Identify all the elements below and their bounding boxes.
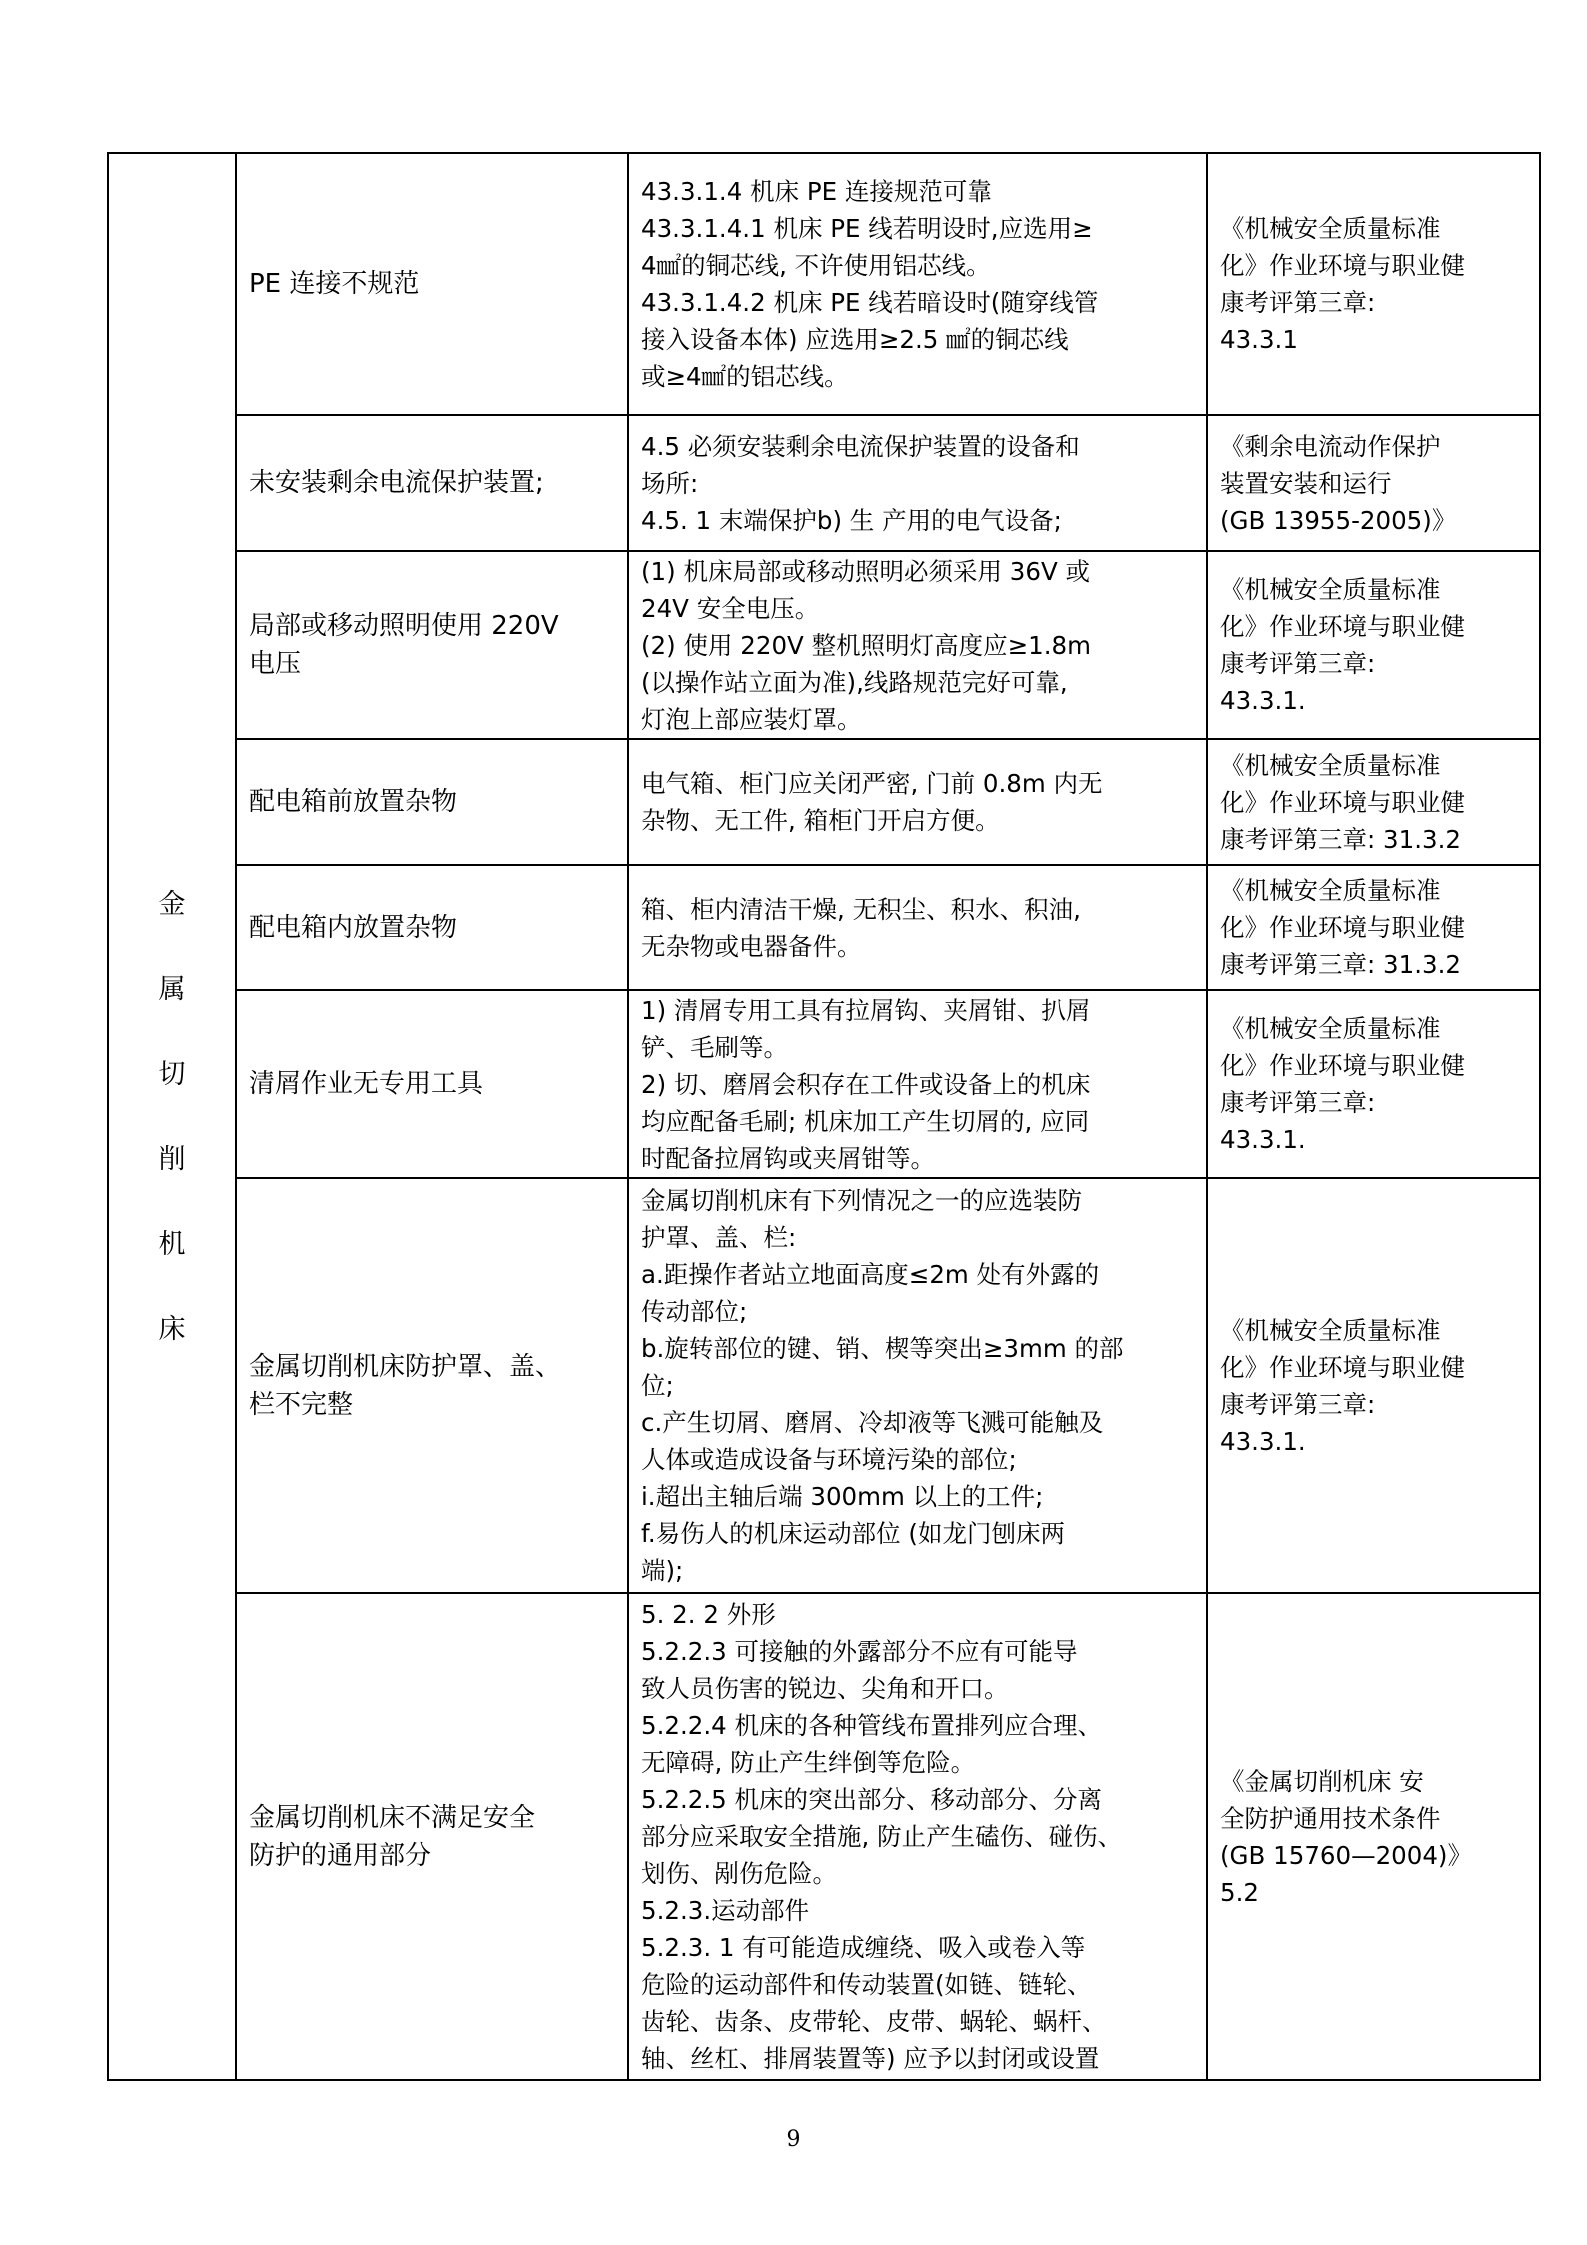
- requirement-line: 4.5. 1 末端保护b) 生 产用的电气设备;: [641, 505, 1062, 535]
- requirement-cell: [628, 415, 1207, 551]
- requirement-line: 24V 安全电压。: [641, 593, 820, 623]
- requirement-cell: [628, 551, 1207, 739]
- issue-cell: [236, 865, 628, 990]
- requirement-line: 杂物、无工件, 箱柜门开启方便。: [641, 806, 1000, 835]
- table-row: [108, 551, 1540, 739]
- issue-text: 局部或移动照明使用 220V: [249, 611, 559, 641]
- requirement-line: 部分应采取安全措施, 防止产生磕伤、碰伤、: [641, 1822, 1123, 1851]
- category-char: 床: [158, 1313, 186, 1345]
- inspection-table: [107, 152, 1541, 2081]
- issue-cell: [236, 153, 628, 415]
- issue-text: 配电箱前放置杂物: [249, 787, 458, 817]
- issue-cell: [236, 739, 628, 865]
- issue-text: 金属切削机床防护罩、盖、: [249, 1351, 562, 1382]
- reference-cell: [1207, 1178, 1540, 1593]
- category-char: 属: [158, 973, 186, 1005]
- requirement-line: 4㎟的铜芯线, 不许使用铝芯线。: [641, 251, 991, 280]
- reference-line: 化》作业环境与职业健: [1220, 913, 1465, 942]
- reference-line: 《机械安全质量标准: [1220, 575, 1441, 604]
- table-row: [108, 1593, 1540, 2080]
- reference-line: 43.3.1: [1220, 325, 1298, 354]
- issue-cell: [236, 551, 628, 739]
- table-row: [108, 415, 1540, 551]
- requirement-line: 金属切削机床有下列情况之一的应选装防: [641, 1186, 1082, 1215]
- category-char: 切: [158, 1058, 186, 1090]
- requirement-line: (以操作站立面为准),线路规范完好可靠,: [641, 667, 1068, 697]
- reference-line: 康考评第三章:: [1220, 649, 1376, 678]
- reference-line: 5.2: [1220, 1877, 1259, 1907]
- issue-text: PE 连接不规范: [249, 269, 420, 299]
- page-number: 9: [786, 2127, 801, 2152]
- requirement-line: 无杂物或电器备件。: [641, 931, 862, 961]
- requirement-line: 电气箱、柜门应关闭严密, 门前 0.8m 内无: [641, 769, 1103, 798]
- requirement-line: i.超出主轴后端 300mm 以上的工件;: [641, 1482, 1044, 1511]
- reference-cell: [1207, 865, 1540, 990]
- table-row: [108, 990, 1540, 1178]
- requirement-line: 传动部位;: [641, 1297, 748, 1326]
- requirement-line: 护罩、盖、栏:: [641, 1223, 797, 1252]
- reference-line: 《机械安全质量标准: [1220, 750, 1441, 780]
- requirement-line: 4.5 必须安装剩余电流保护装置的设备和: [641, 431, 1080, 461]
- requirement-line: 5.2.3.运动部件: [641, 1896, 810, 1925]
- reference-line: 《剩余电流动作保护: [1220, 431, 1441, 461]
- table-row: [108, 739, 1540, 865]
- category-char: 金: [158, 888, 186, 920]
- requirement-line: 1) 清屑专用工具有拉屑钩、夹屑钳、扒屑: [641, 995, 1091, 1025]
- issue-text: 未安装剩余电流保护装置;: [249, 468, 544, 498]
- requirement-line: c.产生切屑、磨屑、冷却液等飞溅可能触及: [641, 1408, 1104, 1437]
- requirement-line: 场所:: [641, 468, 699, 498]
- requirement-line: 灯泡上部应装灯罩。: [641, 704, 862, 734]
- issue-cell: [236, 415, 628, 551]
- requirement-line: 时配备拉屑钩或夹屑钳等。: [641, 1143, 935, 1173]
- requirement-line: 箱、柜内清洁干燥, 无积尘、积水、积油,: [641, 894, 1081, 924]
- requirement-line: b.旋转部位的键、销、楔等突出≥3mm 的部: [641, 1334, 1124, 1363]
- requirement-cell: [628, 1178, 1207, 1593]
- requirement-line: 齿轮、齿条、皮带轮、皮带、蜗轮、蜗杆、: [641, 2007, 1107, 2036]
- table-row: [108, 1178, 1540, 1593]
- table-row: [108, 153, 1540, 415]
- reference-line: 化》作业环境与职业健: [1220, 1352, 1465, 1382]
- reference-line: 《机械安全质量标准: [1220, 1315, 1441, 1345]
- issue-text: 清屑作业无专用工具: [249, 1069, 484, 1099]
- issue-text: 配电箱内放置杂物: [249, 912, 458, 943]
- issue-text: 电压: [249, 649, 302, 679]
- requirement-cell: [628, 739, 1207, 865]
- requirement-cell: [628, 990, 1207, 1178]
- requirement-line: 43.3.1.4.2 机床 PE 线若暗设时(随穿线管: [641, 288, 1099, 317]
- requirement-line: 接入设备本体) 应选用≥2.5 ㎟的铜芯线: [641, 325, 1069, 354]
- reference-line: 康考评第三章:: [1220, 1088, 1376, 1117]
- requirement-cell: [628, 1593, 1207, 2080]
- reference-line: 《机械安全质量标准: [1220, 1014, 1441, 1043]
- requirement-line: 危险的运动部件和传动装置(如链、链轮、: [641, 1970, 1092, 1999]
- requirement-cell: [628, 865, 1207, 990]
- reference-line: 《金属切削机床 安: [1220, 1766, 1424, 1796]
- reference-line: 康考评第三章: 31.3.2: [1220, 824, 1461, 854]
- requirement-line: a.距操作者站立地面高度≤2m 处有外露的: [641, 1260, 1100, 1289]
- issue-cell: [236, 990, 628, 1178]
- category-cell: [108, 153, 236, 2080]
- issue-text: 金属切削机床不满足安全: [249, 1802, 536, 1833]
- reference-line: 化》作业环境与职业健: [1220, 1051, 1465, 1080]
- requirement-line: 均应配备毛刷; 机床加工产生切屑的, 应同: [641, 1106, 1090, 1136]
- reference-line: 康考评第三章:: [1220, 288, 1376, 317]
- reference-line: 《机械安全质量标准: [1220, 876, 1441, 905]
- category-char: 削: [158, 1143, 186, 1175]
- reference-cell: [1207, 415, 1540, 551]
- requirement-line: 位;: [641, 1371, 674, 1400]
- reference-cell: [1207, 1593, 1540, 2080]
- reference-line: 康考评第三章:: [1220, 1389, 1376, 1419]
- requirement-line: 或≥4㎟的铝芯线。: [641, 362, 849, 391]
- reference-line: (GB 13955-2005)》: [1220, 505, 1457, 535]
- reference-line: 《机械安全质量标准: [1220, 214, 1441, 243]
- requirement-line: 致人员伤害的锐边、尖角和开口。: [641, 1674, 1009, 1703]
- requirement-line: 5.2.2.3 可接触的外露部分不应有可能导: [641, 1637, 1078, 1666]
- requirement-line: 2) 切、磨屑会积存在工件或设备上的机床: [641, 1069, 1091, 1099]
- table-row: [108, 865, 1540, 990]
- requirement-line: 43.3.1.4.1 机床 PE 线若明设时,应选用≥: [641, 214, 1093, 243]
- requirement-cell: [628, 153, 1207, 415]
- reference-line: 康考评第三章: 31.3.2: [1220, 950, 1461, 979]
- requirement-line: 人体或造成设备与环境污染的部位;: [641, 1445, 1017, 1474]
- category-char: 机: [158, 1228, 186, 1260]
- issue-cell: [236, 1178, 628, 1593]
- reference-cell: [1207, 990, 1540, 1178]
- issue-cell: [236, 1593, 628, 2080]
- reference-cell: [1207, 551, 1540, 739]
- requirement-line: (1) 机床局部或移动照明必须采用 36V 或: [641, 556, 1091, 586]
- issue-text: 防护的通用部分: [249, 1840, 432, 1871]
- reference-line: 全防护通用技术条件: [1220, 1803, 1441, 1833]
- issue-text: 栏不完整: [249, 1389, 354, 1420]
- requirement-line: f.易伤人的机床运动部位 (如龙门刨床两: [641, 1519, 1065, 1548]
- reference-line: 43.3.1.: [1220, 1426, 1306, 1456]
- reference-line: 化》作业环境与职业健: [1220, 251, 1465, 280]
- requirement-line: 5.2.2.5 机床的突出部分、移动部分、分离: [641, 1785, 1103, 1814]
- reference-line: 化》作业环境与职业健: [1220, 787, 1465, 817]
- reference-line: 43.3.1.: [1220, 1125, 1306, 1154]
- reference-cell: [1207, 739, 1540, 865]
- requirement-line: 划伤、剐伤危险。: [641, 1859, 837, 1888]
- requirement-line: 端);: [641, 1556, 684, 1585]
- requirement-line: 5. 2. 2 外形: [641, 1600, 776, 1629]
- requirement-line: 铲、毛刷等。: [641, 1032, 788, 1062]
- requirement-line: 轴、丝杠、排屑装置等) 应予以封闭或设置: [641, 2044, 1100, 2073]
- reference-line: 化》作业环境与职业健: [1220, 612, 1465, 641]
- requirement-line: 无障碍, 防止产生绊倒等危险。: [641, 1748, 976, 1777]
- requirement-line: 43.3.1.4 机床 PE 连接规范可靠: [641, 177, 992, 206]
- requirement-line: 5.2.3. 1 有可能造成缠绕、吸入或卷入等: [641, 1933, 1086, 1962]
- reference-line: 装置安装和运行: [1220, 468, 1392, 498]
- requirement-line: 5.2.2.4 机床的各种管线布置排列应合理、: [641, 1711, 1103, 1740]
- reference-line: 43.3.1.: [1220, 686, 1306, 715]
- requirement-line: (2) 使用 220V 整机照明灯高度应≥1.8m: [641, 630, 1091, 660]
- reference-cell: [1207, 153, 1540, 415]
- reference-line: (GB 15760—2004)》: [1220, 1840, 1472, 1870]
